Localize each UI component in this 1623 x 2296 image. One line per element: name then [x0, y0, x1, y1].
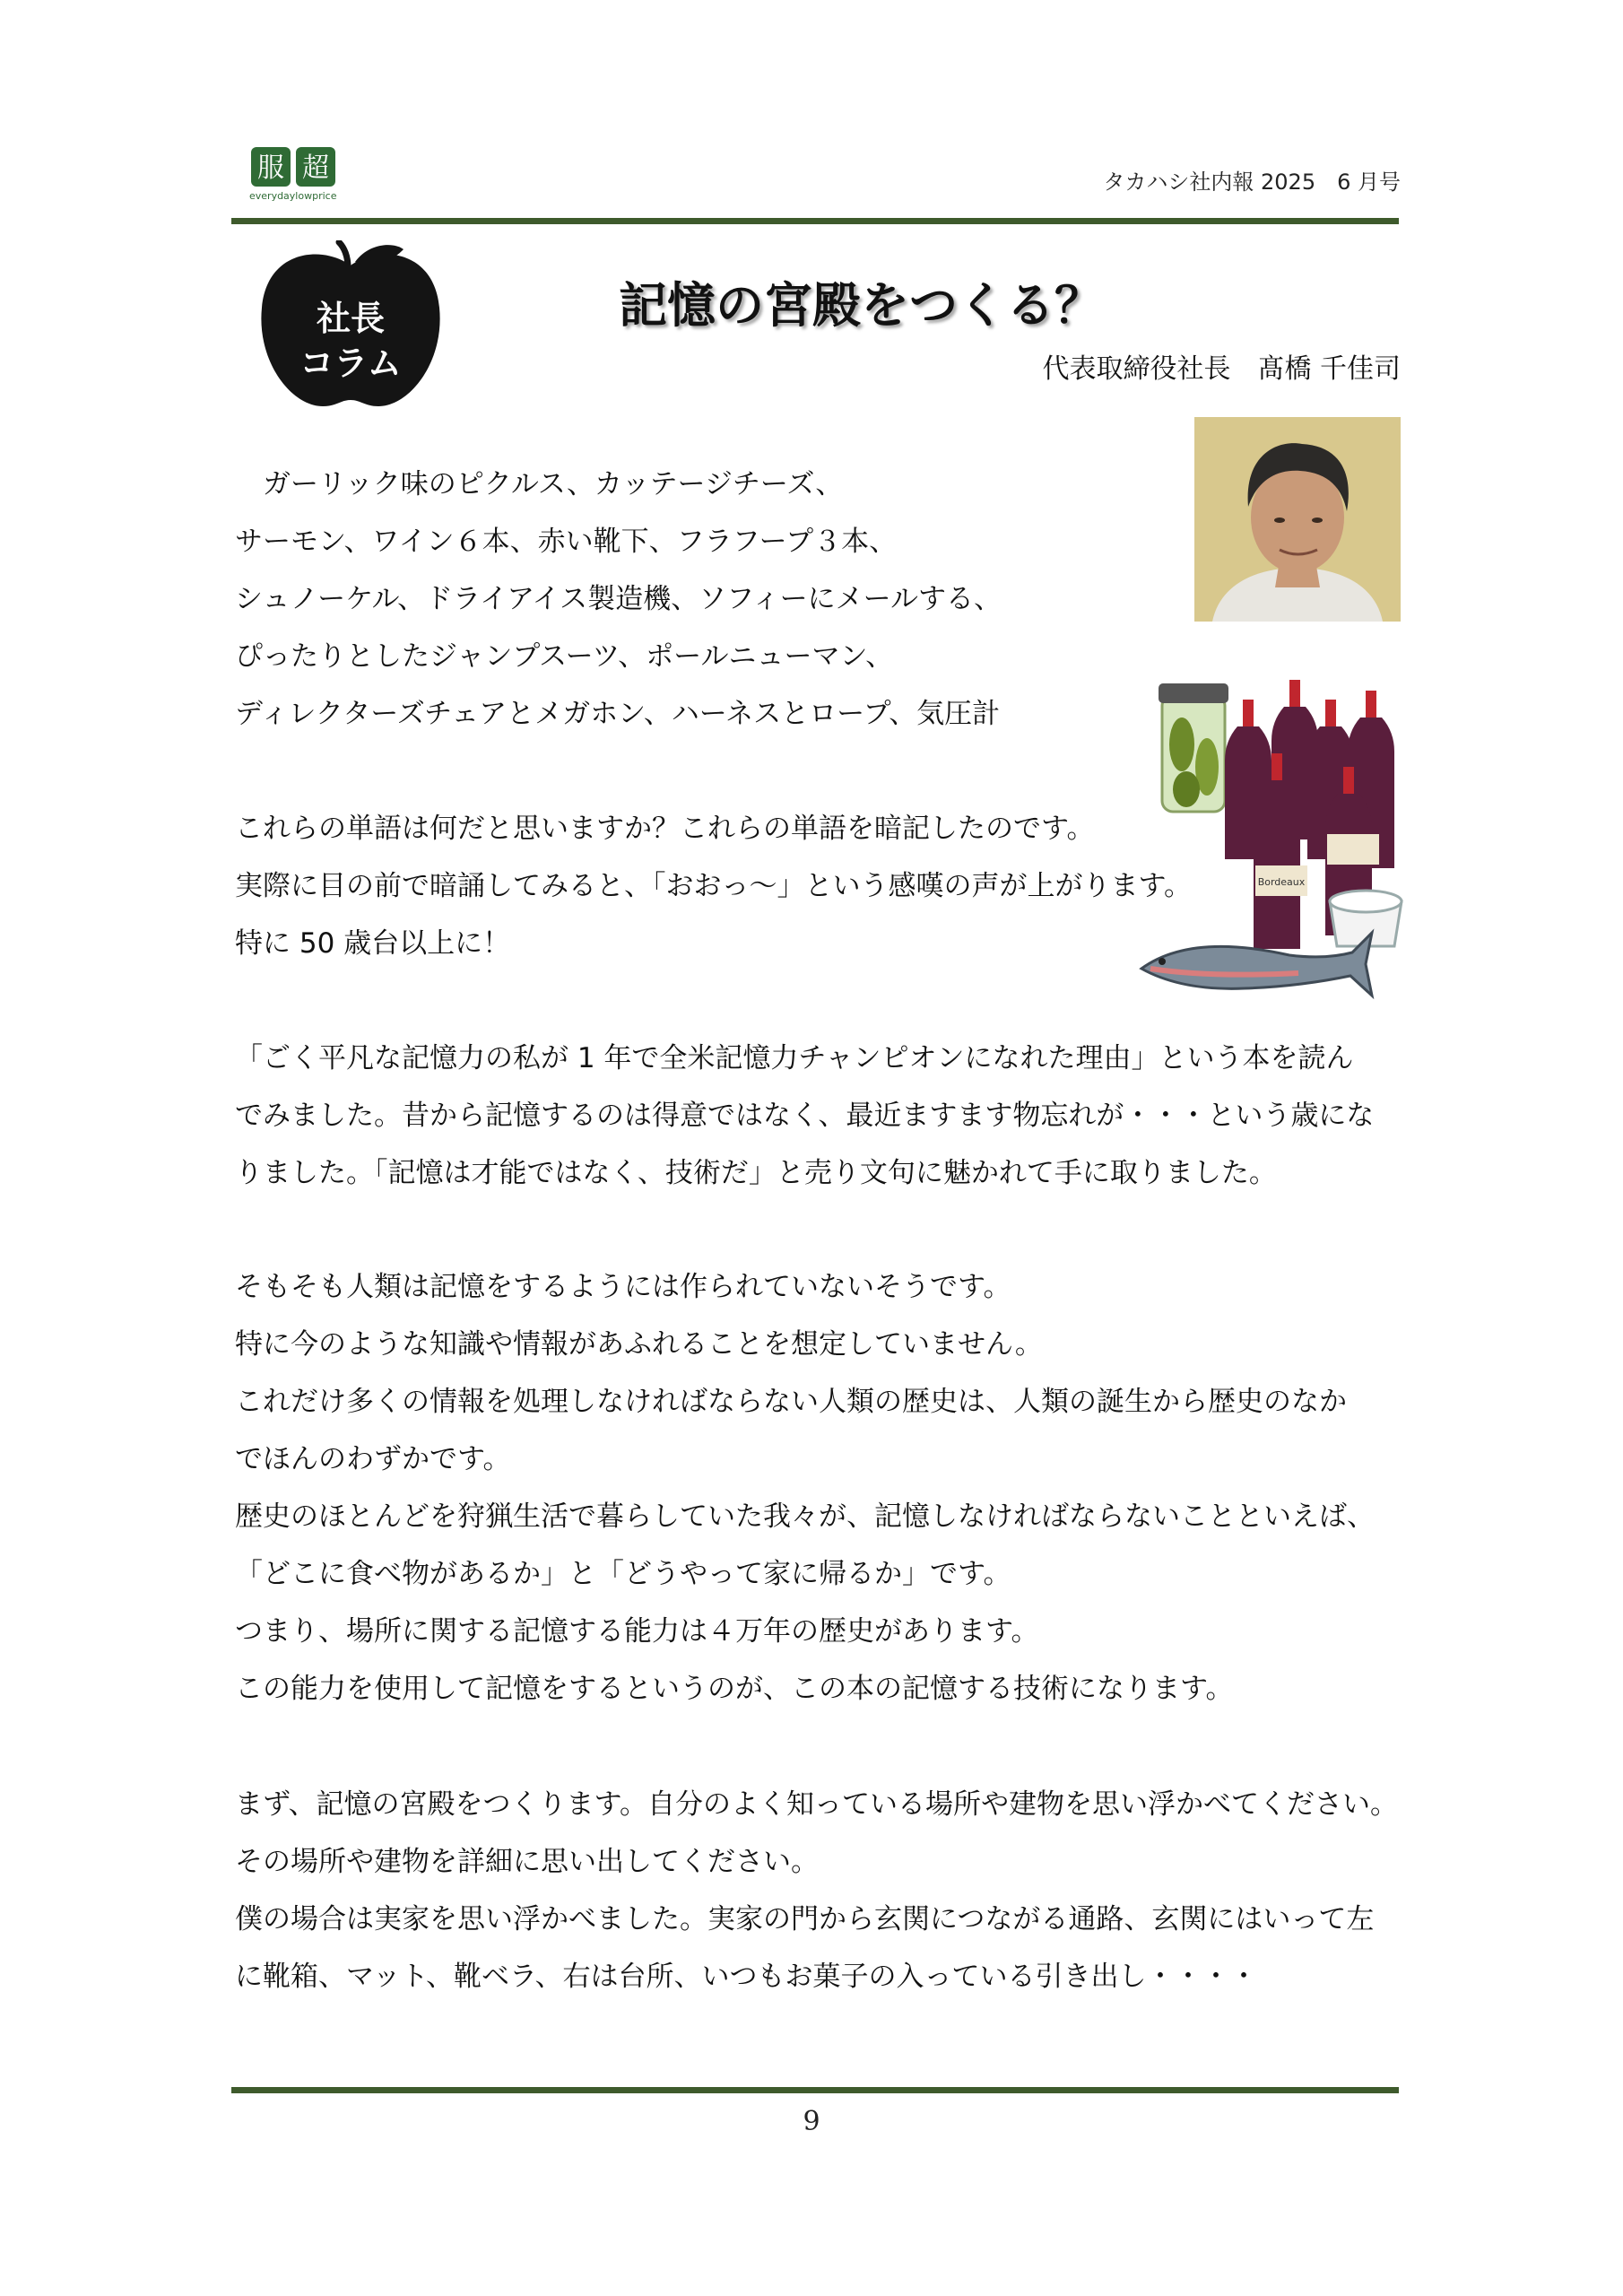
text-line: サーモン、ワイン６本、赤い靴下、フラフープ３本、 — [235, 526, 898, 558]
text-line: これらの単語は何だと思いますか？これらの単語を暗記したのです。 — [235, 813, 1095, 845]
logo-tagline: everydaylowprice — [249, 190, 337, 202]
text-line: でみました。昔から記憶するのは得意ではなく、最近ますます物忘れが・・・という歳にな — [235, 1100, 1375, 1132]
text-line: りました。「記憶は才能ではなく、技術だ」と売り文句に魅かれて手に取りました。 — [235, 1157, 1277, 1189]
column-badge — [251, 296, 450, 386]
text-line: 「ごく平凡な記憶力の私が 1 年で全米記憶力チャンピオンになれた理由」という本を読ん — [235, 1042, 1354, 1074]
column-badge-line2: コラム — [299, 344, 402, 383]
text-line: まず、記憶の宮殿をつくります。自分のよく知っている場所や建物を思い浮かべてください。 — [235, 1788, 1399, 1821]
svg-text:服: 服 — [257, 152, 284, 184]
text-line: ぴったりとしたジャンプスーツ、ポールニューマン、 — [235, 640, 894, 673]
column-badge-line1: 社長 — [316, 299, 385, 338]
text-line: ディレクターズチェアとメガホン、ハーネスとロープ、気圧計 — [235, 698, 1001, 730]
text-line: つまり、場所に関する記憶する能力は４万年の歴史があります。 — [235, 1615, 1039, 1648]
paragraph-5 — [235, 1776, 1419, 2005]
text-line: そもそも人類は記憶をするようには作られていないそうです。 — [235, 1271, 1011, 1303]
paragraph-1 — [235, 456, 1419, 743]
footer-rule — [231, 2087, 1399, 2093]
text-line: 「どこに食べ物があるか」と「どうやって家に帰るか」です。 — [235, 1558, 1011, 1590]
paragraph-4 — [235, 1258, 1419, 1718]
text-line: 特に今のような知識や情報があふれることを想定していません。 — [235, 1328, 1043, 1361]
wine-label: Bordeaux — [1257, 876, 1306, 888]
article-author: 代表取締役社長 髙橋 千佳司 — [1042, 353, 1401, 385]
text-line: に靴箱、マット、靴ベラ、右は台所、いつもお菓子の入っている引き出し・・・・ — [235, 1961, 1258, 1993]
page-number: 9 — [803, 2106, 820, 2137]
text-line: その場所や建物を詳細に思い出してください。 — [235, 1846, 819, 1878]
header-rule — [231, 218, 1399, 224]
text-line: これだけ多くの情報を処理しなければならない人類の歴史は、人類の誕生から歴史のなか — [235, 1386, 1347, 1418]
issue-label: タカハシ社内報 2025 6 月号 — [1103, 170, 1401, 195]
text-line: ガーリック味のピクルス、カッテージチーズ、 — [235, 468, 844, 500]
text-line: 実際に目の前で暗誦してみると、「おおっ～」という感嘆の声が上がります。 — [235, 870, 1193, 902]
paragraph-3 — [235, 1030, 1419, 1202]
article-title: 記憶の宮殿をつくる？ — [619, 277, 1103, 334]
svg-text:超: 超 — [302, 152, 329, 184]
text-line: シュノーケル、ドライアイス製造機、ソフィーにメールする、 — [235, 583, 1002, 615]
text-line: でほんのわずかです。 — [235, 1443, 511, 1475]
text-line: 歴史のほとんどを狩猟生活で暮らしていた我々が、記憶しなければならないことといえば、 — [235, 1500, 1375, 1533]
text-line: 僕の場合は実家を思い浮かべました。実家の門から玄関につながる通路、玄関にはいって左 — [235, 1903, 1375, 1935]
text-line: この能力を使用して記憶をするというのが、この本の記憶する技術になります。 — [235, 1673, 1234, 1705]
paragraph-2 — [235, 800, 1419, 972]
text-line: 特に 50 歳台以上に！ — [235, 927, 511, 960]
